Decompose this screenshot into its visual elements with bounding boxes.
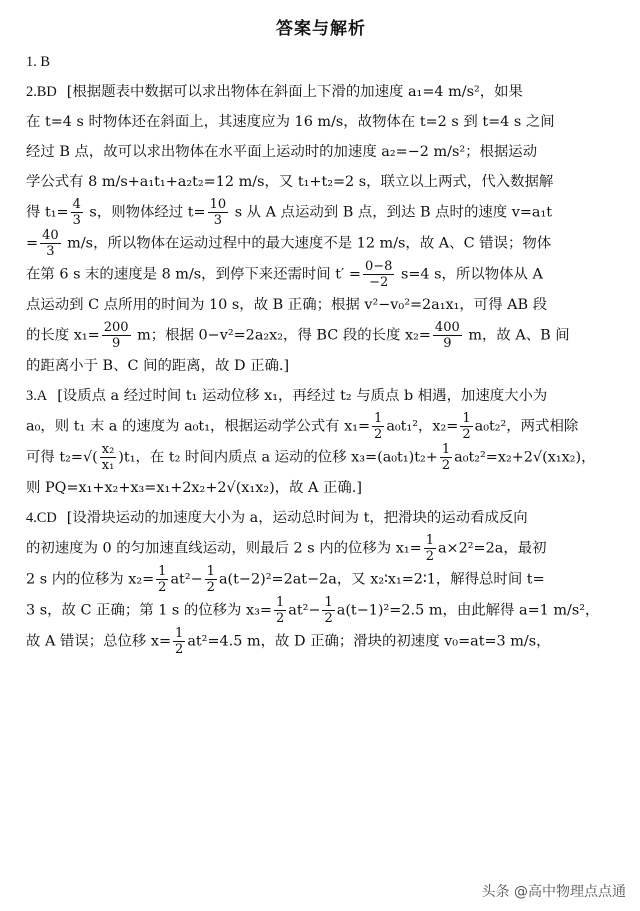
text-line: 学公式有 8 m/s+a₁t₁+a₂t₂=12 m/s，又 t₁+t₂=2 s，联立以上两式，代入数据解 <box>26 174 554 190</box>
fraction <box>372 411 384 442</box>
answer-sheet <box>26 14 616 657</box>
denominator: 2 <box>462 427 471 442</box>
denominator: 2 <box>158 580 167 595</box>
page-title: 答案与解析 <box>276 19 366 39</box>
text-segment: s 从 A 点运动到 B 点，到达 B 点时的速度 v=a₁t <box>230 204 553 221</box>
text-segment: a₀t₂²=x₂+2√(x₁x₂)， <box>454 449 596 466</box>
text-segment: a₀t₁²，x₂= <box>386 418 459 435</box>
fraction <box>208 197 229 228</box>
text-segment: at²− <box>170 571 203 588</box>
numerator: 1 <box>175 626 184 641</box>
watermark-text: 头条 @高中物理点点通 <box>481 884 626 900</box>
text-segment: 在第 6 s 末的速度是 8 m/s，到停下来还需时间 t′ = <box>26 266 361 283</box>
denominator: 2 <box>425 549 434 564</box>
text-segment: at²=4.5 m，故 D 正确；滑块的初速度 v₀=at=3 m/s， <box>187 633 551 650</box>
text-segment: at²− <box>288 602 321 619</box>
text-segment: a×2²=2a，最初 <box>437 540 547 557</box>
text-segment: m/s，所以物体在运动过程中的最大速度不是 12 m/s，故 A、C 错误；物体 <box>62 235 552 252</box>
text-segment: s=4 s，所以物体从 A <box>396 266 543 283</box>
text-segment: 2 s 内的位移为 x₂= <box>26 571 155 588</box>
numerator: 1 <box>462 411 471 426</box>
text-segment: = <box>26 235 39 252</box>
numerator: 1 <box>275 595 285 610</box>
denominator: 2 <box>206 580 215 595</box>
text-segment: m，故 A、B 间 <box>463 327 570 344</box>
text-line: 则 PQ=x₁+x₂+x₃=x₁+2x₂+2√(x₁x₂)，故 A 正确.] <box>26 480 362 496</box>
fraction <box>205 564 217 595</box>
text-segment: a₀，则 t₁ 末 a 的速度为 a₀t₁，根据运动学公式有 x₁= <box>26 418 371 435</box>
fraction <box>363 259 394 290</box>
fraction <box>440 442 452 473</box>
answer-1-label: 1. B <box>26 54 50 70</box>
answer-3-label: 3.A <box>26 388 48 404</box>
text-segment: s，则物体经过 t= <box>84 204 206 221</box>
denominator: 2 <box>324 611 333 626</box>
denominator: 3 <box>46 244 55 259</box>
text-segment: 故 A 错误；总位移 x= <box>26 633 172 650</box>
fraction <box>40 228 61 259</box>
numerator: x₂ <box>101 442 115 457</box>
numerator: 1 <box>324 595 333 610</box>
numerator: 1 <box>206 564 215 579</box>
text-segment: a(t−1)²=2.5 m，由此解得 a=1 m/s²， <box>336 602 600 619</box>
fraction <box>460 411 472 442</box>
denominator: 2 <box>275 611 285 626</box>
fraction <box>102 320 131 351</box>
text-segment: 的长度 x₁= <box>26 327 100 344</box>
numerator: 200 <box>103 320 129 335</box>
text-segment: 得 t₁= <box>26 204 69 221</box>
fraction <box>156 564 168 595</box>
fraction <box>433 320 462 351</box>
answer-4 <box>26 503 616 657</box>
text-segment: )t₁，在 t₂ 时间内质点 a 运动的位移 x₃=(a₀t₁)t₂+ <box>118 449 438 466</box>
text-segment: 3 s，故 C 正确；第 1 s 的位移为 x₃= <box>26 602 272 619</box>
numerator: 4 <box>72 197 81 212</box>
text-line: [设质点 a 经过时间 t₁ 运动位移 x₁，再经过 t₂ 与质点 b 相遇，加速度大小为 <box>57 388 548 404</box>
denominator: 2 <box>441 458 451 473</box>
numerator: 40 <box>42 228 59 243</box>
numerator: 1 <box>425 533 434 548</box>
answer-4-label: 4.CD <box>26 510 57 526</box>
text-segment: 的初速度为 0 的匀加速直线运动，则最后 2 s 内的位移为 x₁= <box>26 540 422 557</box>
denominator: 3 <box>213 213 222 228</box>
fraction <box>71 197 83 228</box>
answer-1 <box>26 47 616 77</box>
text-line: 在 t=4 s 时物体还在斜面上，其速度应为 16 m/s，故物体在 t=2 s 到 t=4 s 之间 <box>26 114 555 130</box>
denominator: 2 <box>374 427 383 442</box>
text-line: 点运动到 C 点所用的时间为 10 s，故 B 正确；根据 v²−v₀²=2a₁x₁，可得 AB 段 <box>26 297 548 313</box>
text-line: 经过 B 点，故可以求出物体在水平面上运动时的加速度 a₂=−2 m/s²；根据运动 <box>26 144 538 160</box>
fraction <box>274 595 286 626</box>
fraction <box>424 533 436 564</box>
text-segment: m；根据 0−v²=2a₂x₂，得 BC 段的长度 x₂= <box>132 327 431 344</box>
numerator: 1 <box>374 411 383 426</box>
denominator: 9 <box>443 336 452 351</box>
fraction <box>173 626 185 657</box>
text-segment: a(t−2)²=2at−2a，又 x₂∶x₁=2∶1，解得总时间 t= <box>218 571 545 588</box>
watermark <box>482 881 626 901</box>
text-segment: a₀t₂²，两式相除 <box>474 418 579 435</box>
denominator: 9 <box>111 336 121 351</box>
numerator: 10 <box>209 197 227 212</box>
answer-2-label: 2.BD <box>26 84 57 100</box>
numerator: 0−8 <box>364 259 393 274</box>
fraction <box>100 442 117 473</box>
denominator: x₁ <box>101 458 115 473</box>
text-line: 的距离小于 B、C 间的距离，故 D 正确.] <box>26 358 290 374</box>
denominator: 3 <box>72 213 81 228</box>
numerator: 1 <box>158 564 167 579</box>
answer-3 <box>26 381 616 503</box>
fraction <box>322 595 334 626</box>
denominator: −2 <box>369 275 389 290</box>
text-segment: 可得 t₂=√( <box>26 449 98 466</box>
text-line: [根据题表中数据可以求出物体在斜面上下滑的加速度 a₁=4 m/s²，如果 <box>66 84 523 100</box>
numerator: 1 <box>441 442 451 457</box>
text-line: [设滑块运动的加速度大小为 a，运动总时间为 t，把滑块的运动看成反向 <box>66 510 528 526</box>
denominator: 2 <box>175 642 184 657</box>
answer-2 <box>26 77 616 381</box>
numerator: 400 <box>434 320 460 335</box>
